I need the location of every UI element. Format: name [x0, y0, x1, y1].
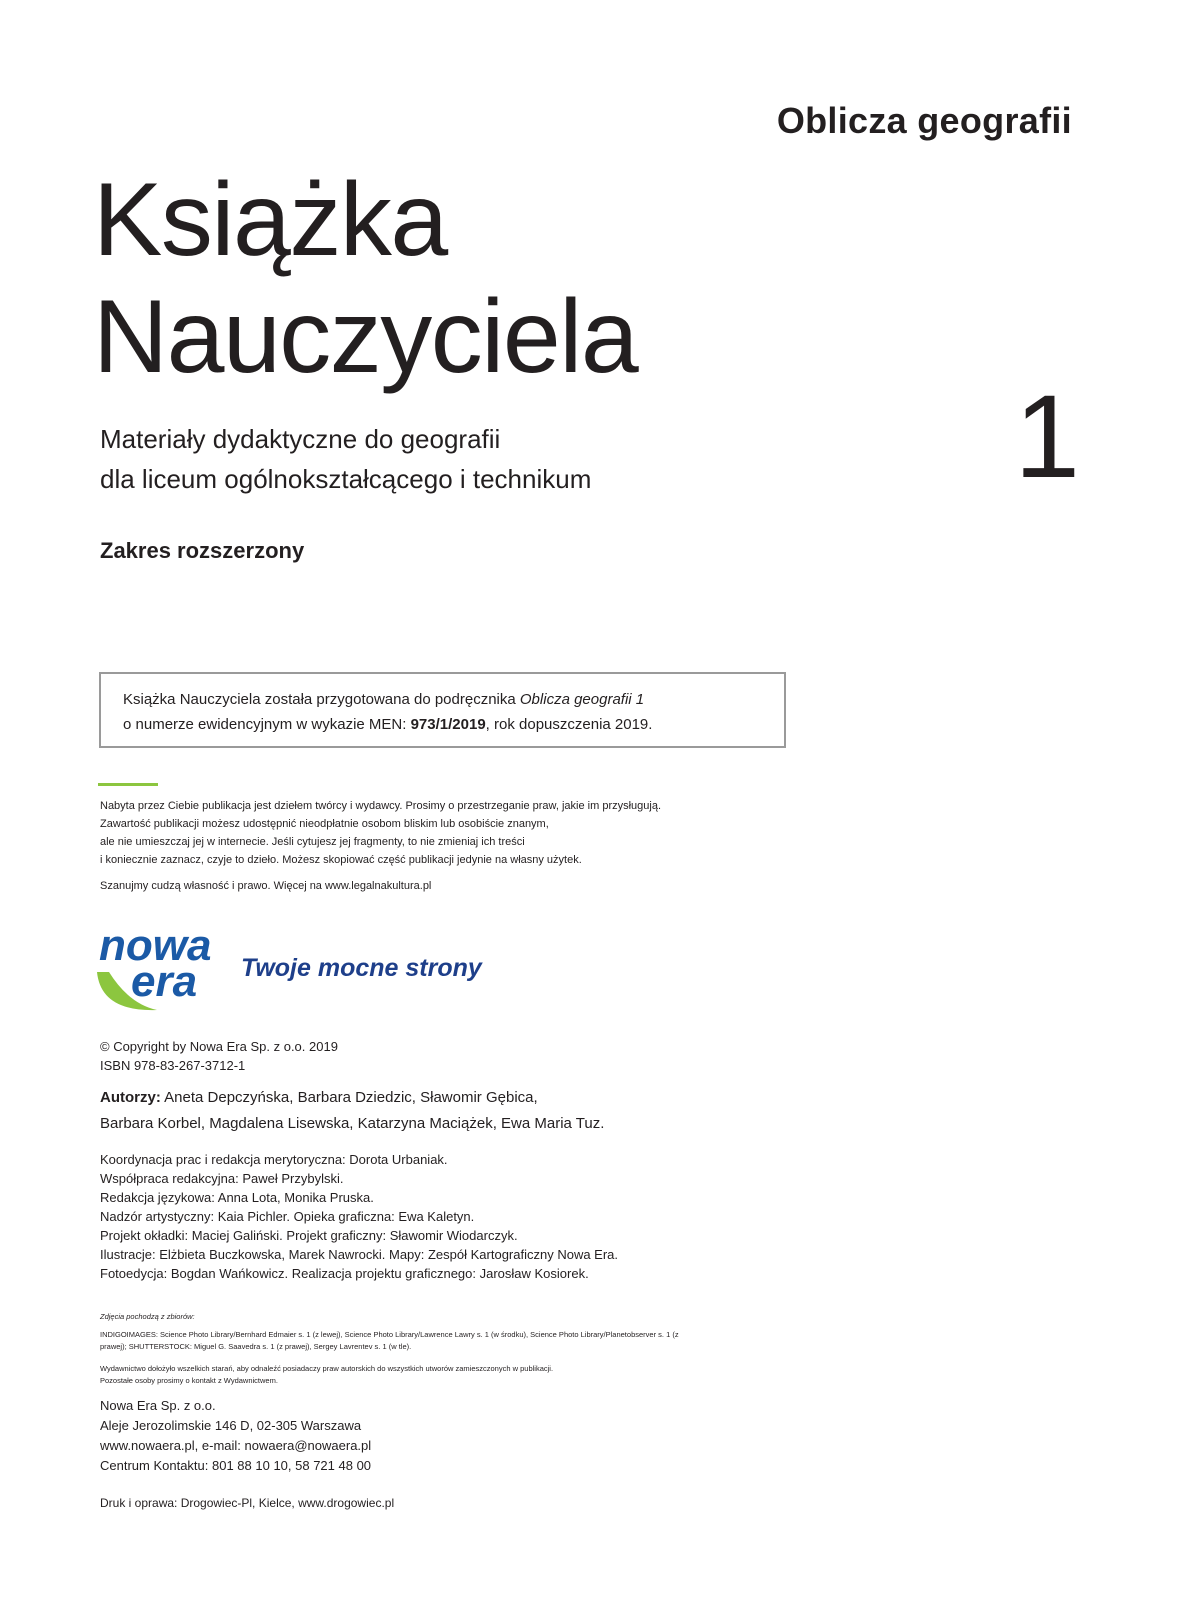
legal-line: Nabyta przez Ciebie publikacja jest dziełem twórcy i wydawcy. Prosimy o przestrzeganie praw, jakie im przysługują. [100, 800, 662, 812]
approval-suffix: , rok dopuszczenia 2019. [485, 716, 653, 733]
approval-text: Książka Nauczyciela została przygotowana do podręcznika [123, 691, 520, 708]
legal-line: ale nie umieszczaj jej w internecie. Jeśli cytujesz jej fragmenty, to nie zmieniaj ich treści [100, 836, 525, 848]
printing-line: Druk i oprawa: Drogowiec-Pl, Kielce, www.drogowiec.pl [100, 1496, 395, 1510]
logo-word-era: era [131, 957, 198, 1006]
volume-number: 1 [1014, 371, 1080, 503]
subtitle-line1: Materiały dydaktyczne do geografii [100, 424, 501, 454]
publisher-name: Nowa Era Sp. z o.o. [100, 1398, 216, 1413]
green-divider [98, 783, 158, 786]
approval-notice-box [99, 672, 786, 748]
book-title-line2: Nauczyciela [93, 279, 638, 395]
book-title-line1: Książka [93, 162, 447, 278]
rights-notice: Pozostałe osoby prosimy o kontakt z Wydawnictwem. [100, 1376, 278, 1385]
copyright-line: © Copyright by Nowa Era Sp. z o.o. 2019 [100, 1039, 338, 1054]
credit-line: Fotoedycja: Bogdan Wańkowicz. Realizacja projektu graficznego: Jarosław Kosiorek. [100, 1266, 589, 1281]
authors-label: Autorzy: [100, 1089, 161, 1106]
credit-line: Ilustracje: Elżbieta Buczkowska, Marek Nawrocki. Mapy: Zespół Kartograficzny Nowa Era. [100, 1247, 619, 1262]
authors-line1 [100, 1089, 538, 1106]
credit-line: Redakcja językowa: Anna Lota, Monika Pruska. [100, 1190, 374, 1205]
credit-line: Nadzór artystyczny: Kaia Pichler. Opieka graficzna: Ewa Kaletyn. [100, 1209, 475, 1224]
legal-line: Zawartość publikacji możesz udostępnić nieodpłatnie osobom bliskim lub osobiście znanym, [100, 818, 549, 830]
publisher-address: Aleje Jerozolimskie 146 D, 02-305 Warszawa [100, 1418, 362, 1433]
legal-line: i koniecznie zaznacz, czyje to dzieło. Możesz skopiować część publikacji jedynie na własny użytek. [100, 854, 582, 866]
approval-prefix: o numerze ewidencyjnym w wykazie MEN: [123, 716, 411, 733]
authors-line2: Barbara Korbel, Magdalena Lisewska, Katarzyna Maciążek, Ewa Maria Tuz. [100, 1115, 605, 1132]
credit-line: Współpraca redakcyjna: Paweł Przybylski. [100, 1171, 344, 1186]
legal-closing: Szanujmy cudzą własność i prawo. Więcej na www.legalnakultura.pl [100, 880, 432, 892]
photo-credits-heading: Zdjęcia pochodzą z zbiorów: [100, 1312, 195, 1321]
logo-word-nowa: nowa [99, 921, 212, 970]
approval-notice-line2 [123, 716, 652, 733]
photo-credits-line: INDIGOIMAGES: Science Photo Library/Bernhard Edmaier s. 1 (z lewej), Science Photo Library/Lawrence Lawry s. 1 (w środku), Science Photo Library/Planetobserver s. 1 (z [100, 1330, 679, 1339]
isbn-line: ISBN 978-83-267-3712-1 [100, 1058, 246, 1073]
approval-number: 973/1/2019 [410, 716, 486, 733]
scope-label: Zakres rozszerzony [100, 538, 305, 563]
subtitle-line2: dla liceum ogólnokształcącego i technikum [100, 464, 592, 494]
publisher-web: www.nowaera.pl, e-mail: nowaera@nowaera.pl [100, 1438, 372, 1453]
logo-tagline: Twoje mocne strony [241, 954, 482, 982]
nowa-era-logo [95, 920, 485, 1014]
rights-notice: Wydawnictwo dołożyło wszelkich starań, aby odnaleźć posiadaczy praw autorskich do wszystkich utworów zamieszczonych w publikacji. [100, 1364, 554, 1373]
publisher-phone: Centrum Kontaktu: 801 88 10 10, 58 721 48 00 [100, 1458, 372, 1473]
approval-notice-line1 [123, 691, 644, 708]
credit-line: Projekt okładki: Maciej Galiński. Projekt graficzny: Sławomir Wiodarczyk. [100, 1228, 518, 1243]
series-title: Oblicza geografii [776, 100, 1072, 141]
authors-names-1: Aneta Depczyńska, Barbara Dziedzic, Sławomir Gębica, [160, 1089, 538, 1106]
approval-book-title: Oblicza geografii 1 [519, 691, 645, 708]
credit-line: Koordynacja prac i redakcja merytoryczna: Dorota Urbaniak. [100, 1152, 448, 1167]
photo-credits-line: prawej); SHUTTERSTOCK: Miguel G. Saavedra s. 1 (z prawej), Sergey Lavrentev s. 1 (w tle). [100, 1342, 412, 1351]
